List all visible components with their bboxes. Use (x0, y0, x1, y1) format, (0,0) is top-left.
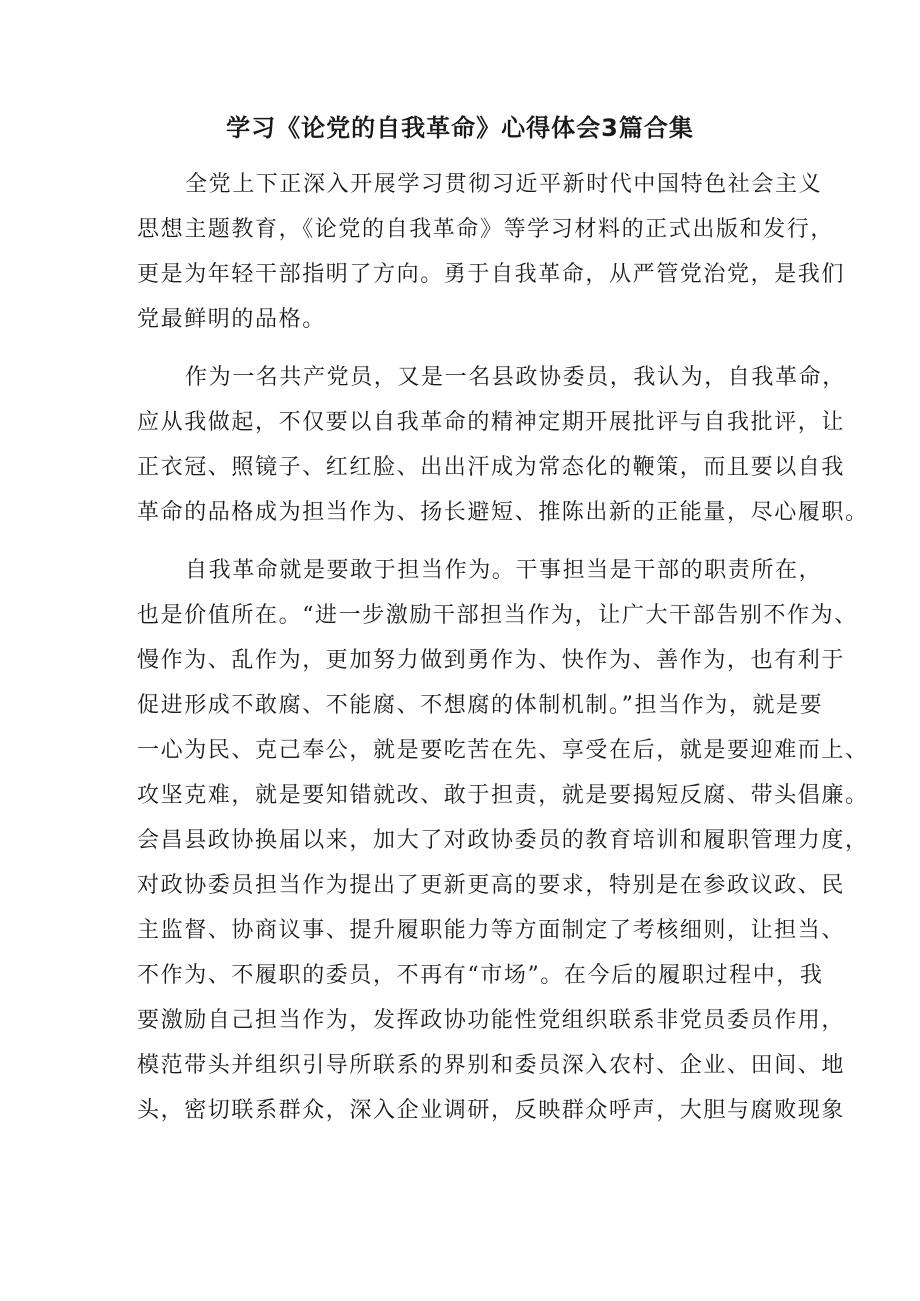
paragraph-3 (137, 548, 869, 1133)
paragraph-line: 会昌县政协换届以来，加大了对政协委员的教育培训和履职管理力度， (137, 828, 869, 853)
paragraph-line: 思想主题教育，《论党的自我革命》等学习材料的正式出版和发行， (137, 217, 835, 242)
document-body (137, 162, 869, 1146)
paragraph-2 (137, 355, 869, 535)
paragraph-line: 作为一名共产党员，又是一名县政协委员，我认为，自我革命， (185, 365, 846, 390)
paragraph-line: 攻坚克难，就是要知错就改、敢于担责，就是要揭短反腐、带头倡廉。 (137, 783, 869, 808)
paragraph-line: 一心为民、克己奉公，就是要吃苦在先、享受在后，就是要迎难而上、 (137, 738, 869, 763)
paragraph-1 (137, 162, 846, 342)
paragraph-line: 自我革命就是要敢于担当作为。干事担当是干部的职责所在， (185, 558, 823, 583)
paragraph-line: 党最鲜明的品格。 (137, 307, 326, 332)
paragraph-line: 不作为、不履职的委员，不再有“市场”。在今后的履职过程中，我 (137, 963, 824, 988)
paragraph-line: 也是价值所在。“进一步激励干部担当作为，让广大干部告别不作为、 (137, 603, 858, 628)
paragraph-line: 慢作为、乱作为，更加努力做到勇作为、快作为、善作为，也有利于 (137, 648, 846, 673)
paragraph-line: 全党上下正深入开展学习贯彻习近平新时代中国特色社会主义 (185, 172, 823, 197)
paragraph-line: 头，密切联系群众，深入企业调研，反映群众呼声，大胆与腐败现象 (137, 1098, 846, 1123)
paragraph-line: 模范带头并组织引导所联系的界别和委员深入农村、企业、田间、地 (137, 1053, 846, 1078)
paragraph-line: 正衣冠、照镜子、红红脸、出出汗成为常态化的鞭策，而且要以自我 (137, 455, 846, 480)
paragraph-line: 更是为年轻干部指明了方向。勇于自我革命，从严管党治党，是我们 (137, 262, 846, 287)
paragraph-line: 对政协委员担当作为提出了更新更高的要求，特别是在参政议政、民 (137, 873, 846, 898)
paragraph-line: 促进形成不敢腐、不能腐、不想腐的体制机制。”担当作为，就是要 (137, 693, 824, 718)
paragraph-line: 革命的品格成为担当作为、扬长避短、推陈出新的正能量，尽心履职。 (137, 500, 869, 525)
document-title: 学习《论党的自我革命》心得体会3篇合集 (226, 114, 694, 142)
paragraph-line: 主监督、协商议事、提升履职能力等方面制定了考核细则，让担当、 (137, 918, 846, 943)
paragraph-line: 要激励自己担当作为，发挥政协功能性党组织联系非党员委员作用， (137, 1008, 846, 1033)
paragraph-line: 应从我做起，不仅要以自我革命的精神定期开展批评与自我批评，让 (137, 410, 846, 435)
